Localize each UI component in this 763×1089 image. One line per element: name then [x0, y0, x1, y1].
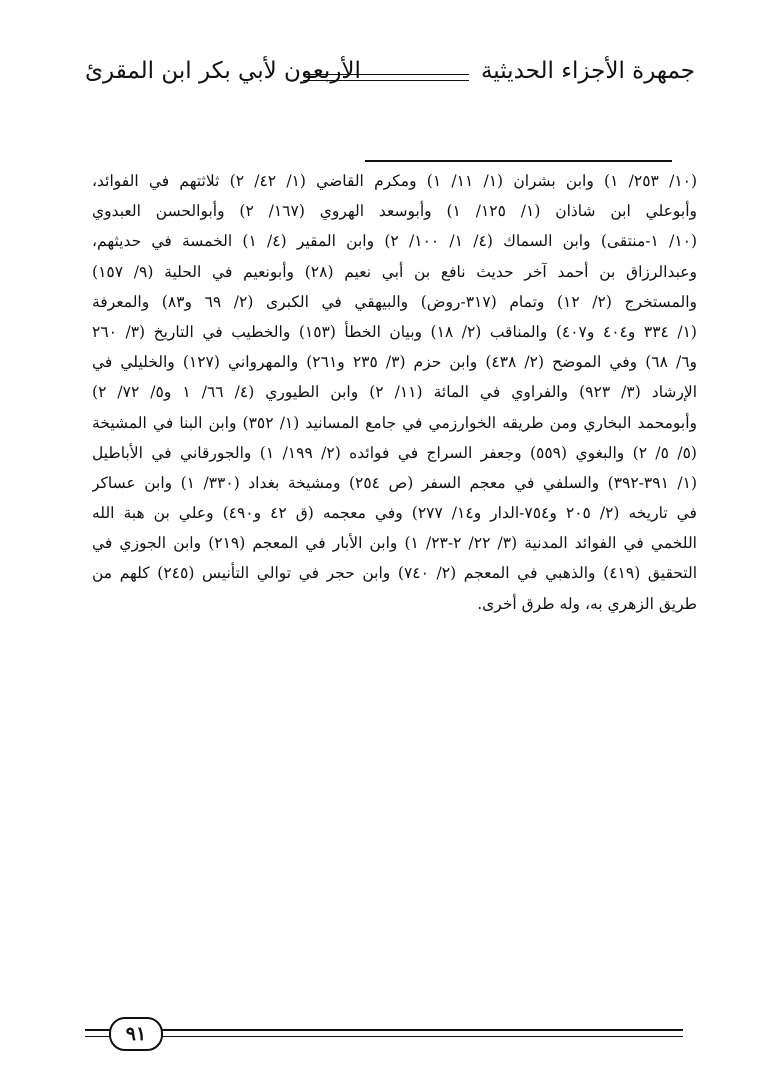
- footnote-line: طريق الزهري به، وله طرق أخرى.: [477, 594, 697, 613]
- footnote-block: [92, 166, 697, 619]
- page-footer: [85, 1017, 683, 1057]
- part-title: الأربعون لأبي بكر ابن المقرئ: [85, 58, 361, 84]
- footer-divider: [155, 1029, 683, 1037]
- footnote-line: اللخمي في الفوائد المدنية (٣/ ٢٢/ ٢-٢٣/ ١) وابن الأبار في المعجم (٢١٩) وابن الجوزي في: [92, 534, 697, 553]
- footnote-line: التحقيق (٤١٩) والذهبي في المعجم (٢/ ٧٤٠) وابن حجر في توالي التأنيس (٢٤٥) كلهم من: [92, 564, 697, 583]
- footnote-line: الإرشاد (٣/ ٩٢٣) والفراوي في المائة (١١/ ٢) وابن الطيوري (٤/ ٦٦/ ١ و٥/ ٧٢/ ٢): [92, 383, 697, 402]
- book-title: جمهرة الأجزاء الحديثية: [480, 58, 695, 84]
- footnote-line: وأبومحمد البخاري ومن طريقه الخوارزمي في جامع المسانيد (١/ ٣٥٢) وابن البنا في المشيخة: [92, 413, 697, 432]
- footnote-line: (١٠/ ٢٥٣/ ١) وابن بشران (١/ ١١/ ١) ومكرم القاضي (١/ ٤٢/ ٢) ثلاثتهم في الفوائد،: [92, 172, 697, 190]
- page-header: [85, 58, 695, 98]
- footnote-line: في تاريخه (٢/ ٢٠٥ و٧٥٤-الدار و١٤/ ٢٧٧) وفي معجمه (ق ٤٢ و٤٩٠) وعلي بن هبة الله: [92, 504, 697, 523]
- footnote-line: والمستخرج (٢/ ١٢) وتمام (٣١٧-روض) والبيهقي في الكبرى (٢/ ٦٩ و٨٣) والمعرفة: [92, 292, 697, 311]
- footnote-line: (١/ ٣٣٤ و٤٠٤ و٤٠٧) والمناقب (٢/ ١٨) وبيان الخطأ (١٥٣) والخطيب في التاريخ (٣/ ٢٦٠: [92, 322, 697, 341]
- footnote-line: (١٠/ ١-منتقى) وابن السماك (٤/ ١/ ١٠٠/ ٢) وابن المقير (٤/ ١) الخمسة في حديثهم،: [92, 232, 697, 251]
- footnote-separator: [365, 160, 672, 162]
- footnote-line: وأبوعلي ابن شاذان (١/ ١٢٥/ ١) وأبوسعد الهروي (١٦٧/ ٢) وأبوالحسن العبدوي: [92, 202, 697, 221]
- page-number: ٩١: [109, 1017, 163, 1051]
- footnote-line: وعبدالرزاق بن أحمد آخر حديث نافع بن أبي نعيم (٢٨) وأبونعيم في الحلية (٩/ ١٥٧): [92, 262, 697, 281]
- footnote-line: (٥/ ٥/ ٢) والبغوي (٥٥٩) وجعفر السراج في فوائده (٢/ ١٩٩/ ١) والجورقاني في الأباطيل: [92, 443, 697, 462]
- footnote-line: و٦/ ٦٨) وفي الموضح (٢/ ٤٣٨) وابن حزم (٣/ ٢٣٥ و٢٦١) والمهرواني (١٢٧) والخليلي في: [92, 353, 697, 372]
- footnote-line: (١/ ٣٩١-٣٩٢) والسلفي في معجم السفر (ص ٢٥٤) ومشيخة بغداد (٣٣٠/ ١) وابن عساكر: [92, 473, 697, 492]
